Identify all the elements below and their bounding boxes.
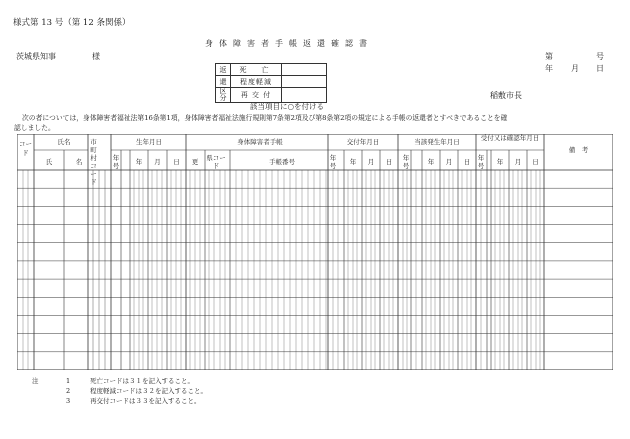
header-issue-year: 年 [349,158,357,166]
intro-line-2: 認しました。 [14,123,55,132]
header-birth-date: 生年月日 [136,138,162,146]
return-reason-table [215,63,327,103]
honorific: 様 [92,52,100,61]
doc-number-prefix: 第 [545,52,553,61]
date-month-label: 月 [571,64,579,73]
note-number: 3 [66,397,71,405]
header-issue-day: 日 [385,158,393,166]
header-surname: 氏 [45,158,53,166]
header-notebook-type: 更 [191,158,199,166]
note-text: 死亡コードは３１を記入すること。 [90,377,194,385]
notes-label: 注 [32,377,39,385]
header-accept-year: 年 [496,158,504,166]
intro-paragraph [14,114,612,133]
header-event-year: 年 [427,158,435,166]
header-accept-date: 受付又は確認年月日 [480,134,540,142]
document-title: 身体障害者手帳返還確認書 [205,39,373,48]
issuer: 稲敷市長 [490,91,522,100]
note-number: 2 [66,387,71,395]
note-text: 再交付コードは３３を記入すること。 [90,397,201,405]
kind-char: 返 [216,64,231,76]
reason-reissue-box[interactable] [282,88,327,103]
header-accept-month: 月 [514,158,522,166]
doc-number-suffix: 号 [596,52,604,61]
reason-reduction[interactable]: 程度軽減 [231,76,282,88]
addressee: 茨城県知事 [16,52,56,61]
reason-reissue[interactable]: 再 交 付 [231,88,282,103]
date-day-label: 日 [596,64,604,73]
table-grid-lines [17,134,613,370]
header-name: 氏名 [57,138,71,146]
header-birth-month: 月 [154,158,161,166]
check-note: 該当項目に○を付ける [250,102,325,111]
header-event-day: 日 [463,158,471,166]
date-year-label: 年 [545,64,553,73]
note-text: 程度軽減コードは３２を記入すること。 [90,387,207,395]
header-birth-year: 年 [135,158,143,166]
header-city-code: 市町村コード [90,138,97,186]
return-record-table [17,134,613,370]
reason-death-box[interactable] [282,64,327,76]
kind-char: 還 [216,76,231,88]
header-accept-day: 日 [532,158,539,166]
header-issue-era: 年号 [329,154,337,170]
header-birth-era: 年号 [112,154,120,170]
header-remarks: 備 考 [568,146,589,154]
header-accept-era: 年号 [477,154,485,170]
header-birth-day: 日 [173,158,180,166]
note-number: 1 [66,377,71,385]
header-event-date: 当該発生年月日 [414,138,460,146]
header-event-era: 年号 [402,154,410,170]
intro-line-1: 次の者については，身体障害者福祉法第16条第1項，身体障害者福祉法施行規則第7条第2項及び第8条第2項の規定による手帳の返還者とすべきであることを確 [22,114,508,122]
header-event-month: 月 [445,158,453,166]
header-issue-month: 月 [367,158,375,166]
kind-char: 区 分 [216,88,231,103]
form-id: 様式第 13 号（第 12 条関係） [13,18,131,28]
header-notebook: 身体障害者手帳 [237,138,283,146]
header-issue-date: 交付年月日 [346,138,380,146]
header-pref-code: 県コード [206,154,226,170]
header-code: コード [19,140,32,157]
header-given-name: 名 [75,158,83,166]
header-notebook-number: 手帳番号 [269,158,295,166]
reason-reduction-box[interactable] [282,76,327,88]
reason-death[interactable]: 死 亡 [231,64,282,76]
